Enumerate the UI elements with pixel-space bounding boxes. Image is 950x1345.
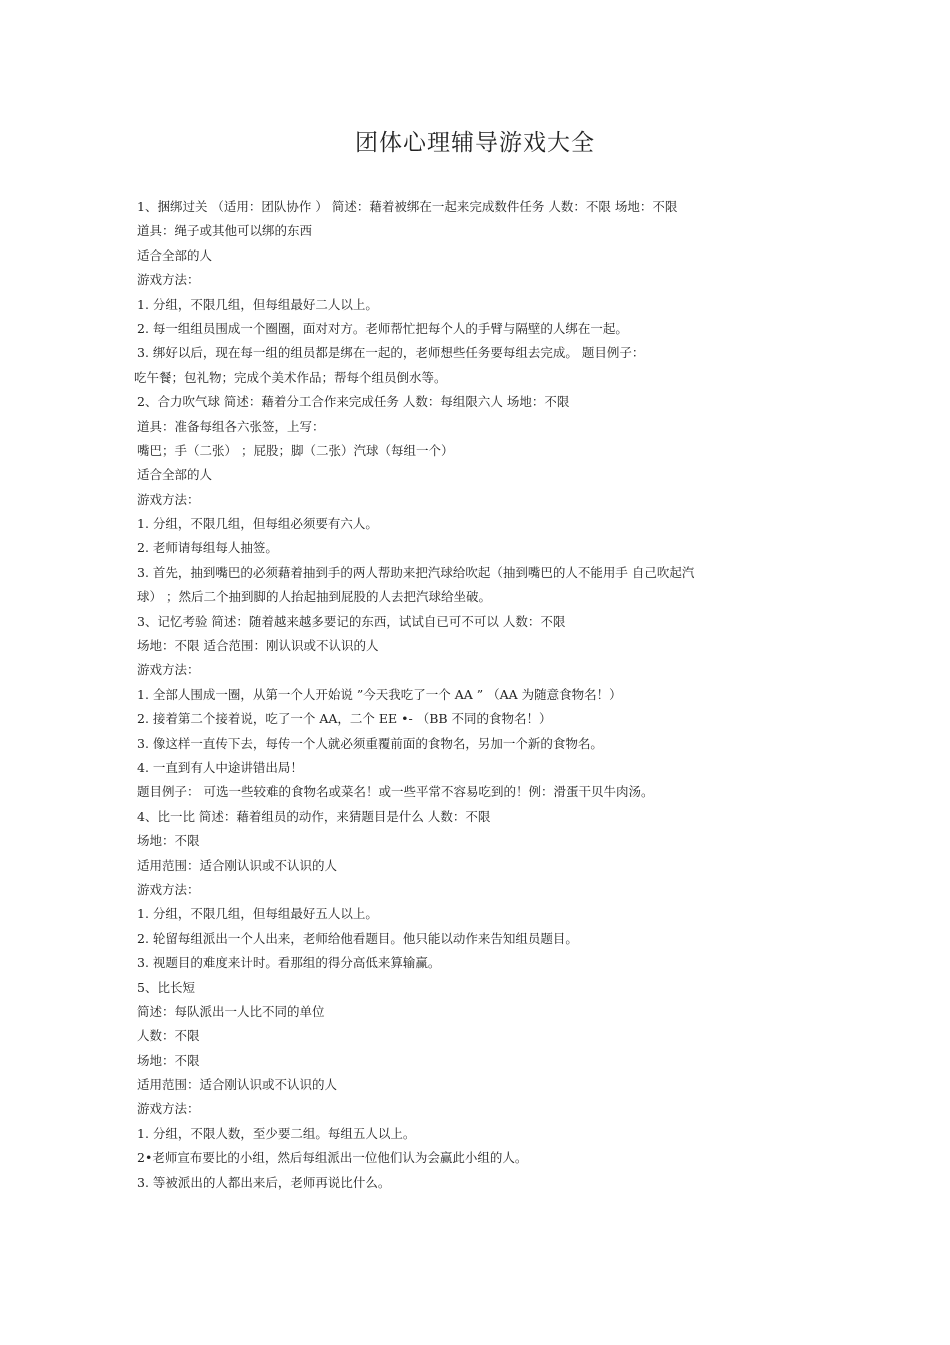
text-line: 1. 分组，不限几组，但每组最好二人以上。 [137, 296, 378, 312]
text-line: 人数：不限 [137, 1028, 200, 1044]
text-line: 1、捆绑过关 （适用：团队协作 ） 简述：藉着被绑在一起来完成数件任务 人数：不限 场地：不限 [137, 199, 678, 214]
text-line: 3. 视题目的难度来计时。看那组的得分高低来算输赢。 [137, 955, 441, 971]
text-line: 游戏方法： [137, 662, 200, 678]
text-line: 场地：不限 适合范围：刚认识或不认识的人 [137, 638, 379, 654]
text-line: 2. 轮留每组派出一个人出来，老师给他看题目。他只能以动作来告知组员题目。 [137, 930, 578, 946]
document-title: 团体心理辅导游戏大全 [355, 130, 595, 156]
text-line: 1. 分组，不限几组，但每组必须要有六人。 [137, 516, 378, 532]
text-line: 游戏方法： [137, 491, 200, 507]
text-line: 适合全部的人 [137, 467, 213, 483]
text-line: 游戏方法： [137, 881, 200, 897]
text-line: 2. 老师请每组每人抽签。 [137, 540, 278, 556]
text-line: 简述：每队派出一人比不同的单位 [137, 1003, 325, 1019]
text-line: 2、合力吹气球 简述：藉着分工合作来完成任务 人数：每组限六人 场地：不限 [137, 394, 570, 410]
text-line: 题目例子： 可选一些较难的食物名或菜名！或一些平常不容易吃到的！例：滑蛋干贝牛肉汤。 [137, 784, 654, 800]
text-line: 场地：不限 [137, 1052, 200, 1068]
text-line: 适合全部的人 [137, 247, 213, 263]
text-line: 游戏方法： [137, 272, 200, 288]
document-body [134, 195, 817, 1195]
text-line: 3. 首先，抽到嘴巴的必须藉着抽到手的两人帮助来把汽球给吹起（抽到嘴巴的人不能用手 自己吹起汽 [137, 564, 695, 580]
text-line: 3. 等被派出的人都出来后，老师再说比什么。 [137, 1174, 391, 1190]
text-line: 2. 接着第二个接着说，吃了一个 AA，二个 EE •- （BB 不同的食物名！） [137, 711, 552, 727]
text-line: 道具：准备每组各六张签，上写： [137, 418, 325, 434]
text-line: 2. 每一组组员围成一个圈圈，面对对方。老师帮忙把每个人的手臂与隔壁的人绑在一起。 [137, 320, 628, 336]
text-line: 吃午餐；包礼物；完成个美术作品；帮每个组员倒水等。 [134, 369, 447, 385]
text-line: 4. 一直到有人中途讲错出局！ [137, 759, 303, 775]
text-line: 1. 分组，不限几组，但每组最好五人以上。 [137, 906, 378, 922]
text-line: 场地：不限 [137, 833, 200, 849]
text-line: 适用范围：适合刚认识或不认识的人 [137, 1077, 338, 1093]
text-line: 球） ；然后二个抽到脚的人抬起抽到屁股的人去把汽球给坐破。 [137, 589, 491, 605]
text-line: 1. 全部人围成一圈，从第一个人开始说 ”今天我吃了一个 AA ” （AA 为随意食物名！） [137, 686, 622, 702]
text-line: 3、记忆考验 简述：随着越来越多要记的东西，试试自已可不可以 人数：不限 [137, 613, 566, 629]
text-line: 1. 分组，不限人数，至少要二组。每组五人以上。 [137, 1125, 416, 1141]
text-line: 道具：绳子或其他可以绑的东西 [137, 223, 313, 239]
text-line: 2•老师宣布要比的小组，然后每组派出一位他们认为会赢此小组的人。 [137, 1150, 528, 1166]
text-line: 适用范围：适合刚认识或不认识的人 [137, 857, 338, 873]
text-line: 3. 绑好以后，现在每一组的组员都是绑在一起的，老师想些任务要每组去完成。 题目例子： [137, 345, 645, 361]
text-line: 4、比一比 简述：藉着组员的动作，来猜题目是什么 人数：不限 [137, 808, 491, 824]
text-line: 嘴巴；手（二张） ；屁股；脚（二张）汽球（每组一个） [137, 442, 454, 458]
text-line: 3. 像这样一直传下去，每传一个人就必须重覆前面的食物名，另加一个新的食物名。 [137, 735, 603, 751]
text-line: 5、比长短 [137, 979, 195, 995]
text-line: 游戏方法： [137, 1101, 200, 1117]
